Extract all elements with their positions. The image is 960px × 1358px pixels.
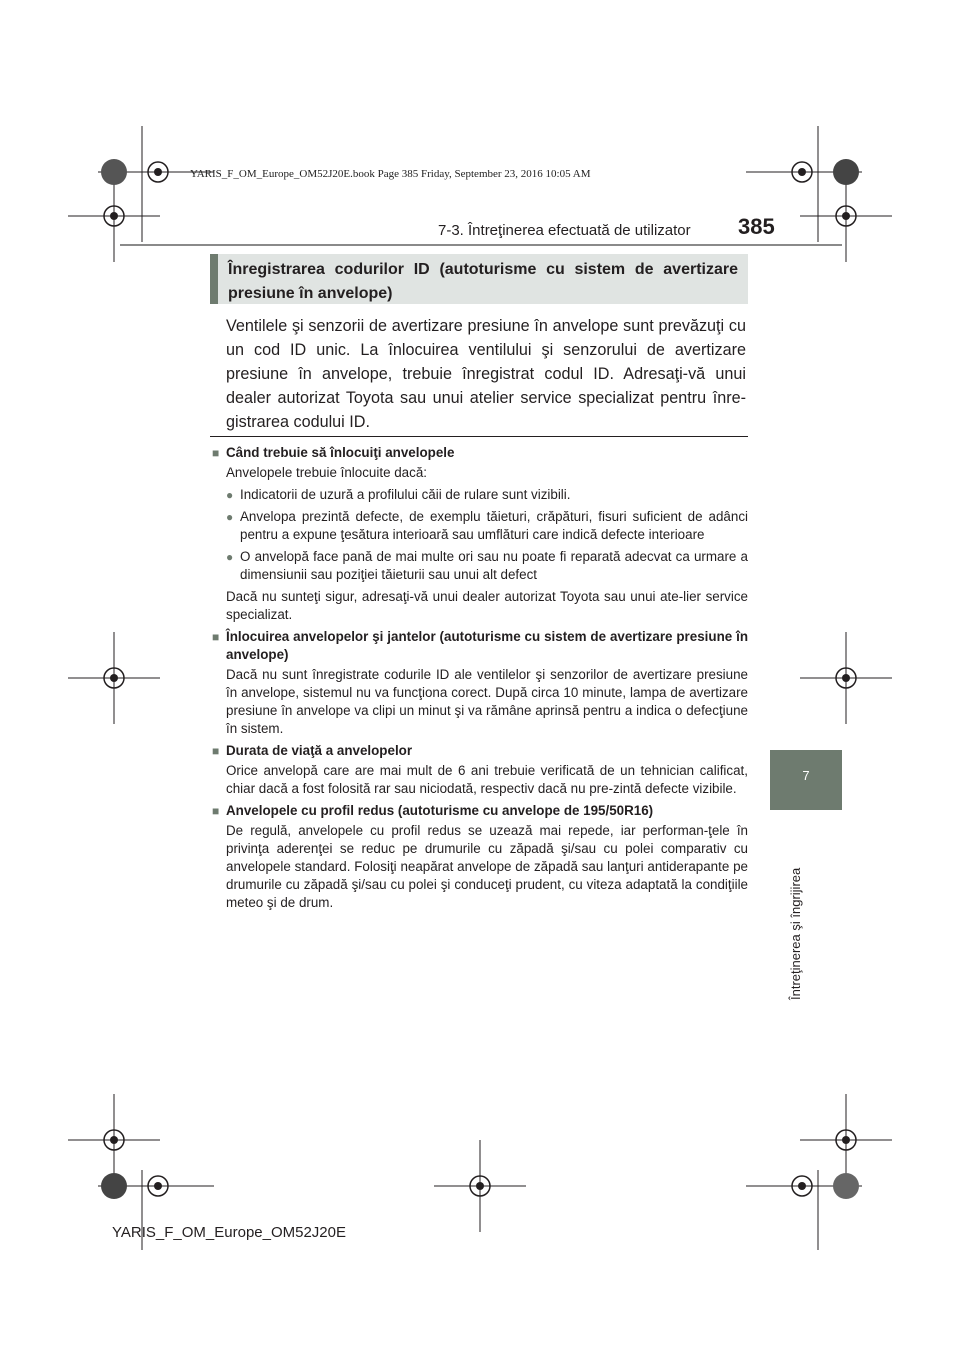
subsection-list: [212, 444, 748, 916]
square-bullet-icon: ■: [212, 804, 220, 818]
section-box: [210, 254, 748, 304]
circle-bullet-icon: ●: [226, 510, 234, 524]
list-item: ● Indicatorii de uzură a profilului căii de rulare sunt vizibili.: [226, 487, 571, 502]
list-item: ● O anvelopă face pană de mai multe ori sau nu poate fi reparată adecvat ca urmare a dimensiunii sau poziţiei tăieturii sau unui alt defect: [226, 549, 748, 582]
subsection-heading: Când trebuie să înlocuiţi anvelopele: [226, 445, 455, 460]
square-bullet-icon: ■: [212, 446, 220, 460]
subsection-paragraph: Orice anvelopă care are mai mult de 6 ani trebuie verificată de un tehnician calificat, chiar dacă a fost folosită rar sau niciodată, respectiv dacă nu pre-zintă defecte vizibile.: [226, 763, 748, 796]
subsection-paragraph: De regulă, anvelopele cu profil redus se uzează mai repede, iar performan-ţele în privinţa aderenţei se reduc pe drumurile cu zăpadă şi/sau cu polei comparativ cu anvelopele standard. Folosiţi neapărat anvelope de zăpadă sau lanţuri antiderapante pe drumurile cu zăpadă şi/sau cu polei şi conduceţi prudent, cu viteza adaptată la condiţiile meteo şi de drum.: [226, 823, 748, 910]
subsection-low-profile: [212, 802, 748, 912]
footer-doc-id: YARIS_F_OM_Europe_OM52J20E: [112, 1224, 347, 1241]
subsection-paragraph: Dacă nu sunt înregistrate codurile ID ale ventilelor şi senzorilor de avertizare presiune în anvelope, sistemul nu va funcţiona corect. După circa 10 minute, lampa de avertizare presiune în anvelope va clipi un minut şi va rămâne aprinsă pentru a indica o defecţiune în sistem.: [226, 667, 748, 736]
subsection-replace-tires: [212, 444, 748, 624]
circle-bullet-icon: ●: [226, 488, 234, 502]
header-section-title: 7-3. Întreţinerea efectuată de utilizator: [438, 222, 691, 239]
header-rule: [120, 244, 842, 246]
square-bullet-icon: ■: [212, 744, 220, 758]
print-stamp: YARIS_F_OM_Europe_OM52J20E.book Page 385 Friday, September 23, 2016 10:05 AM: [190, 168, 591, 180]
subsection-replace-wheels: [212, 628, 748, 738]
square-bullet-icon: ■: [212, 630, 220, 644]
chapter-number: 7: [802, 768, 810, 783]
subsection-heading: Înlocuirea anvelopelor şi jantelor (autoturisme cu sistem de avertizare presiune în anvelope): [226, 629, 748, 662]
intro-paragraph: Ventilele şi senzorii de avertizare presiune în anvelope sunt prevăzuţi cu un cod ID unic. La înlocuirea ventilului şi senzorului de avertizare presiune în anvelope, trebuie înregistrat codul ID. Adresaţi-vă unui dealer autorizat Toyota sau unui atelier service specializat pentru înre-gistrarea codului ID.: [226, 317, 746, 431]
subsection-heading: Anvelopele cu profil redus (autoturisme cu anvelope de 195/50R16): [226, 803, 654, 818]
subsection-closing: Dacă nu sunteţi sigur, adresaţi-vă unui dealer autorizat Toyota sau unui ate-lier service specializat.: [226, 589, 748, 622]
list-item: ● Anvelopa prezintă defecte, de exemplu tăieturi, crăpături, fisuri suficient de adânci pentru a expune ţesătura interioară sau umflături care indică defecte interioare: [226, 509, 748, 542]
subsection-paragraph: Anvelopele trebuie înlocuite dacă:: [226, 465, 427, 480]
page-number: 385: [738, 214, 775, 239]
content-divider: [210, 436, 748, 437]
subsection-heading: Durata de viaţă a anvelopelor: [226, 743, 413, 758]
section-title: Înregistrarea codurilor ID (autoturisme cu sistem de avertizare presiune în anvelope): [228, 261, 738, 302]
chapter-title: Întreţinerea şi îngrijirea: [788, 867, 803, 1000]
circle-bullet-icon: ●: [226, 550, 234, 564]
subsection-tire-life: [212, 742, 748, 798]
